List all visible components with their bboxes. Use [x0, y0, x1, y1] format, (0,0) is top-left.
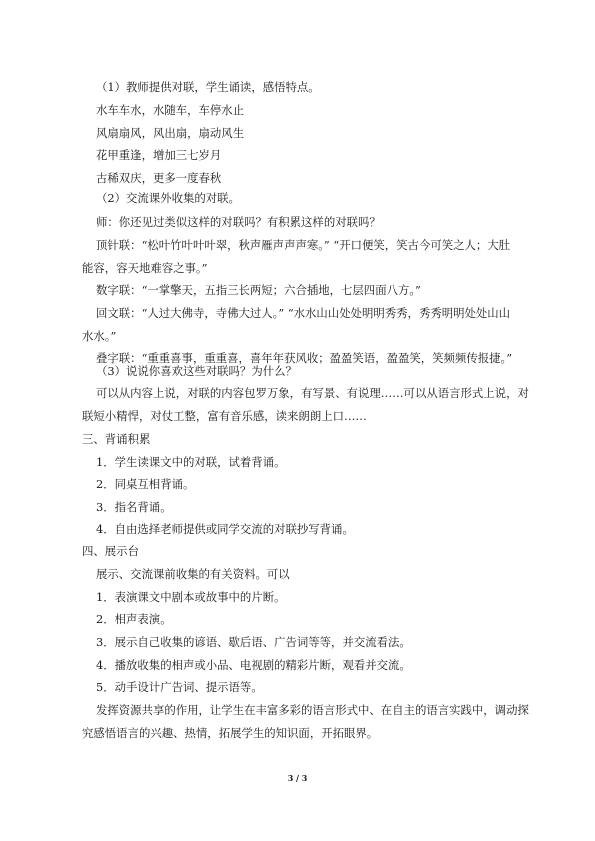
list-item: 2．相声表演。 — [96, 612, 172, 626]
paragraph-line: 究感悟语言的兴趣、热情，拓展学生的知识面，开拓眼界。 — [82, 726, 379, 740]
paragraph-line: 风扇扇风，风出扇，扇动风生 — [96, 126, 245, 140]
list-item: 4．播放收集的相声或小品、电视剧的精彩片断，观看并交流。 — [96, 658, 411, 672]
list-item: 3．指名背诵。 — [96, 500, 172, 514]
list-item: 1．表演课文中剧本或故事中的片断。 — [96, 590, 286, 604]
paragraph-line: 联短小精悍，对仗工整，富有音乐感，读来朗朗上口…… — [82, 409, 367, 423]
paragraph-line: 发挥资源共享的作用，让学生在丰富多彩的语言形式中、在自主的语言实践中，调动探 — [96, 703, 529, 717]
paragraph-line: 水水。” — [82, 329, 117, 343]
paragraph-line: 展示、交流课前收集的有关资料。可以 — [96, 567, 290, 581]
paragraph-line: 能容，容天地难容之事。” — [82, 261, 208, 275]
paragraph-line: （3）说说你喜欢这些对联吗？为什么？ — [96, 364, 297, 378]
list-item: 5．动手设计广告词、提示语等。 — [96, 680, 263, 694]
list-item: 1．学生读课文中的对联，试着背诵。 — [96, 455, 286, 469]
list-item: 3．展示自己收集的谚语、歇后语、广告词等等，并交流看法。 — [96, 635, 411, 649]
list-item: 4．自由选择老师提供或同学交流的对联抄写背诵。 — [96, 522, 354, 536]
paragraph-line: 可以从内容上说，对联的内容包罗万象，有写景、有说理……可以从语言形式上说，对 — [96, 386, 529, 400]
paragraph-line: 回文联：“人过大佛寺，寺佛大过人。” “水水山山处处明明秀秀，秀秀明明处处山山 — [96, 306, 511, 320]
paragraph-line: 顶针联：“松叶竹叶叶叶翠，秋声雁声声声寒。” “开口便笑，笑古今可笑之人；大肚 — [96, 238, 511, 252]
page-number: 3 / 3 — [287, 773, 308, 783]
paragraph-line: 师：你还见过类似这样的对联吗？有积累这样的对联吗？ — [96, 215, 381, 229]
section-heading: 三、背诵积累 — [82, 432, 151, 446]
paragraph-line: 叠字联：“重重喜事，重重喜，喜年年获风收；盈盈笑语，盈盈笑，笑频频传报捷。” — [96, 351, 513, 365]
paragraph-line: 花甲重逢，增加三七岁月 — [96, 148, 222, 162]
paragraph-line: 水车车水，水随车，车停水止 — [96, 103, 245, 117]
list-item: 2．同桌互相背诵。 — [96, 477, 195, 491]
section-heading: 四、展示台 — [82, 544, 139, 558]
paragraph-line: 数字联：“一掌擎天，五指三长两短；六合插地，七层四面八方。” — [96, 283, 421, 297]
paragraph-line: （2）交流课外收集的对联。 — [96, 191, 240, 205]
paragraph-line: 古稀双庆，更多一度春秋 — [96, 171, 222, 185]
paragraph-line: （1）教师提供对联，学生诵读，感悟特点。 — [96, 80, 320, 94]
